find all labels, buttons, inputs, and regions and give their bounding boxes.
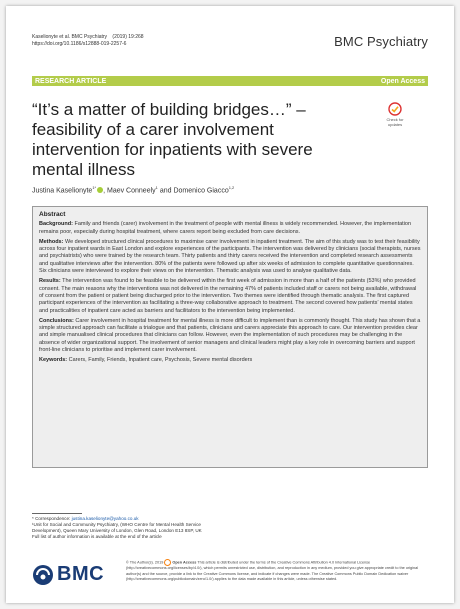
abstract-heading: Abstract [39, 211, 66, 218]
section-label: Conclusions: [39, 317, 74, 324]
section-text: Family and friends (carer) involvement in the treatment of people with mental illness is widely recommended. However, the implementation remains poor, especially during hospital treatment, where carers report being excluded from care decisions. [39, 221, 412, 235]
section-text: We developed structured clinical procedures to maximise carer involvement in inpatient treatment. The aim of this study was to test their feasibility across four inpatient wards in East London and explore experiences of the participants. The intervention was delivered by clinicians (social therapists, nurses and psychiatrists) who were trained by the research team. Thirty patients and thirty carers received the intervention and completed research assessments and qualitative interviews after the intervention. 80% of the patients were followed up after six weeks of admission to complete quantitative questionnaires. Six clinicians were interviewed to explore their views on the intervention. Thematic analysis was used to analyse qualitative data. [39, 238, 421, 275]
check-updates-icon [388, 102, 402, 116]
article-type-banner [32, 76, 428, 86]
orcid-icon[interactable] [97, 187, 103, 193]
check-updates-line1: Check for [386, 117, 404, 122]
check-updates-line2: updates [387, 122, 403, 127]
section-text: The intervention was found to be feasible to be delivered within the first week of admission in more than a half of the patients (53%) who provided consent. The main reasons why the interventions was not delivered in the remaining 47% of patients included staff or carers not being available, withdrawal of consent from the patient or patient being discharged prior to the intervention. Two themes were identified through thematic analysis. The first captured participant experiences of the intervention as facilitating a three-way collaborative approach to treatment. The second covered how patients’ mental states and practicalities of inpatient care acted as barriers and facilitators to the intervention being implemented. [39, 278, 417, 314]
author-name[interactable]: Maev Conneely [107, 187, 156, 195]
check-for-updates-badge[interactable] [382, 102, 408, 128]
section-text: Carers, Family, Friends, Inpatient care, Psychosis, Severe mental disorders [68, 357, 253, 364]
abstract-keywords [39, 357, 421, 364]
citation-year-page: (2019) 19:268 [112, 34, 144, 40]
article-page [6, 6, 454, 603]
affiliation: ¹Unit for Social and Community Psychiatry, (WHO Centre for Mental Health Service Development), Queen Mary University of London, Glen Road, London E13 8SP, UK [32, 522, 202, 533]
author-affiliation: 1,2 [228, 185, 235, 190]
abstract-methods [39, 239, 421, 275]
footnotes [32, 513, 222, 540]
author-name[interactable]: Domenico Giacco [173, 187, 229, 195]
abstract-background [39, 221, 421, 236]
open-access-label: Open Access [380, 77, 425, 85]
bmc-logo-text: BMC [57, 563, 105, 585]
citation-header [32, 34, 148, 48]
correspondence-label: * Correspondence: [32, 516, 71, 521]
article-type-label: RESEARCH ARTICLE [35, 77, 107, 85]
bmc-logo [32, 563, 104, 586]
footnote-divider [32, 513, 82, 514]
author-list: Justina Kaselionyte$^{1*}$ , Maev Conneely$^1$ and Domenico Giacco$^{1,2}$ [32, 185, 235, 195]
section-text: Carer involvement in hospital treatment for mental illness is more difficult to implement than is commonly thought. This study has shown that a simple structured approach can facilitate a trialogue and that patients, clinicians and carers appreciate this approach to care. Our intervention provides clear and simple manualised clinical procedures that clinicians can follow. However, even the implementation of such procedures may be challenging in the absence of wider organizational support. The involvement of senior managers and clinical leaders might play a key role in overcoming barriers and support front-line clinicians to prioritise and implement carer involvement. [39, 317, 421, 354]
journal-name: BMC Psychiatry [334, 34, 428, 49]
author-affiliation: 1 [155, 185, 158, 190]
author-name[interactable]: Justina Kaselionyte [32, 187, 93, 195]
abstract-box [32, 206, 428, 468]
bmc-logo-icon [32, 564, 54, 586]
open-access-icon [164, 559, 171, 566]
correspondence-email[interactable]: justina.kaselionyte@yahoo.co.uk [71, 516, 139, 521]
section-label: Methods: [39, 238, 64, 245]
author-separator: and [159, 187, 172, 195]
license-text [126, 559, 428, 583]
author-info-note: Full list of author information is available at the end of the article [32, 534, 162, 539]
license-open-access: Open Access [172, 560, 197, 565]
article-title: “It’s a matter of building bridges…” – feasibility of a carer involvement intervention for inpatients with severe mental illness [32, 100, 313, 179]
section-label: Results: [39, 278, 61, 285]
abstract-conclusions [39, 318, 421, 354]
section-label: Background: [39, 221, 73, 228]
author-affiliation: 1* [92, 185, 97, 190]
doi-link[interactable]: https://doi.org/10.1186/s12888-019-2257-6 [32, 41, 127, 47]
section-label: Keywords: [39, 357, 68, 364]
copyright: © The Author(s). 2019 [126, 560, 164, 565]
abstract-results [39, 278, 421, 314]
license-body: This article is distributed under the terms of the Creative Commons Attribution 4.0 International License (http://creativecommons.org/licenses/by/4.0/), which permits unrestricted use, distribution, and reproduction in any medium, provided you give appropriate credit to the original author(s) and the source, provide a link to the Creative Commons license, and indicate if changes were made. The Creative Commons Public Domain Dedication waiver (http://creativecommons.org/publicdomain/zero/1.0/) applies to the data made available in this article, unless otherwise stated. [126, 560, 419, 582]
citation-authors: Kaselionyte et al. BMC Psychiatry [32, 34, 108, 40]
